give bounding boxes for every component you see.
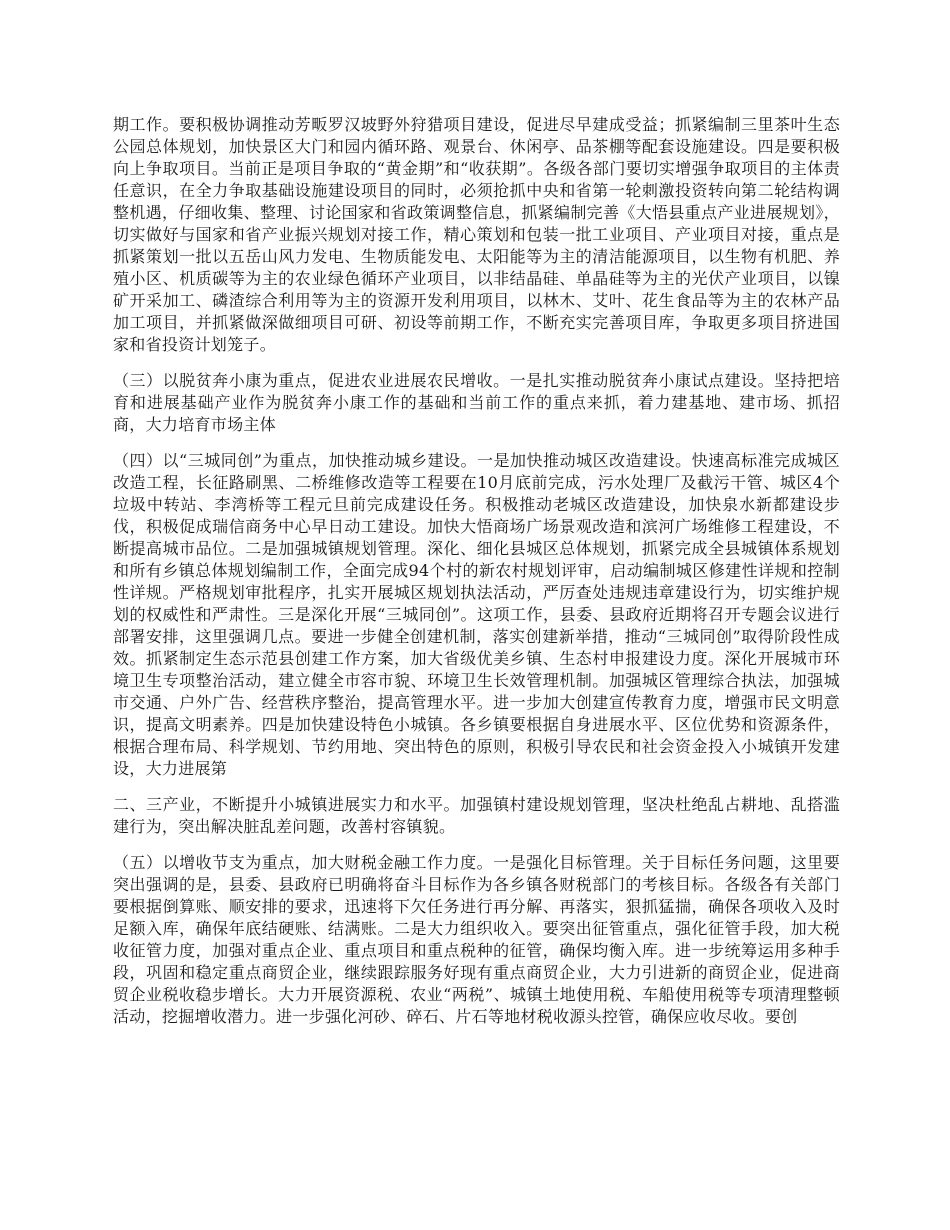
paragraph-urban-rural-construction: （四）以“三城同创”为重点，加快推动城乡建设。一是加快推动城区改造建设。快速高标准完成城区改造工程，长征路刷黑、二桥维修改造等工程要在10月底前完成，污水处理厂及截污干管、城区4个垃圾中转站、李湾桥等工程元旦前完成建设任务。积极推动老城区改造建设，加快泉水新都建设步伐，积极促成瑞信商务中心早日动工建设。加快大悟商场广场景观改造和滨河广场维修工程建设，不断提高城市品位。二是加强城镇规划管理。深化、细化县城区总体规划，抓紧完成全县城镇体系规划和所有乡镇总体规划编制工作，全面完成94个村的新农村规划评审，启动编制城区修建性详规和控制性详规。严格规划审批程序，扎实开展城区规划执法活动，严厉查处违规违章建设行为，切实维护规划的权威性和严肃性。三是深化开展“三城同创”。这项工作，县委、县政府近期将召开专题会议进行部署安排，这里强调几点。要进一步健全创建机制，落实创建新举措，推动“三城同创”取得阶段性成效。抓紧制定生态示范县创建工作方案，加大省级优美乡镇、生态村申报建设力度。深化开展城市环境卫生专项整治活动，建立健全市容市貌、环境卫生长效管理机制。加强城区管理综合执法，加强城市交通、户外广告、经营秩序整治，提高管理水平。进一步加大创建宣传教育力度，增强市民文明意识，提高文明素养。四是加快建设特色小城镇。各乡镇要根据自身进展水平、区位优势和资源条件，根据合理布局、科学规划、节约用地、突出特色的原则，积极引导农民和社会资金投入小城镇开发建设，大力进展第 [113, 451, 840, 778]
paragraph-project-work: 期工作。要积极协调推动芳畈罗汉坡野外狩猎项目建设，促进尽早建成受益；抓紧编制三里茶叶生态公园总体规划，加快景区大门和园内循环路、观景台、休闲亭、品茶棚等配套设施建设。四是要积极向上争取项目。当前正是项目争取的“黄金期”和“收获期”。各级各部门要切实增强争取项目的主体责任意识，在全力争取基础设施建设项目的同时，必须抢抓中央和省第一轮刺激投资转向第二轮结构调整机遇，仔细收集、整理、讨论国家和省政策调整信息，抓紧编制完善《大悟县重点产业进展规划》，切实做好与国家和省产业振兴规划对接工作，精心策划和包装一批工业项目、产业项目对接，重点是抓紧策划一批以五岳山风力发电、生物质能发电、太阳能等为主的清洁能源项目，以生物有机肥、养殖小区、机质碳等为主的农业绿色循环产业项目，以非结晶硅、单晶硅等为主的光伏产业项目，以镍矿开采加工、磷渣综合利用等为主的资源开发利用项目，以林木、艾叶、花生食品等为主的农林产品加工项目，并抓紧做深做细项目可研、初设等前期工作，不断充实完善项目库，争取更多项目挤进国家和省投资计划笼子。 [113, 115, 840, 354]
document-page [113, 114, 840, 1042]
paragraph-poverty-alleviation: （三）以脱贫奔小康为重点，促进农业进展农民增收。一是扎实推动脱贫奔小康试点建设。坚持把培育和进展基础产业作为脱贫奔小康工作的基础和当前工作的重点来抓，着力建基地、建市场、抓招商，大力培育市场主体 [113, 371, 840, 434]
paragraph-small-town-development: 二、三产业，不断提升小城镇进展实力和水平。加强镇村建设规划管理，坚决杜绝乱占耕地、乱搭滥建行为，突出解决脏乱差问题，改善村容镇貌。 [113, 795, 840, 836]
paragraph-fiscal-finance: （五）以增收节支为重点，加大财税金融工作力度。一是强化目标管理。关于目标任务问题，这里要突出强调的是，县委、县政府已明确将奋斗目标作为各乡镇各财税部门的考核目标。各级各有关部门要根据倒算账、顺安排的要求，迅速将下欠任务进行再分解、再落实，狠抓猛揣，确保各项收入及时足额入库，确保年底结硬账、结满账。二是大力组织收入。要突出征管重点，强化征管手段，加大税收征管力度，加强对重点企业、重点项目和重点税种的征管，确保均衡入库。进一步统筹运用多种手段，巩固和稳定重点商贸企业，继续跟踪服务好现有重点商贸企业，大力引进新的商贸企业，促进商贸企业税收稳步增长。大力开展资源税、农业“两税”、城镇土地使用税、车船使用税等专项清理整顿活动，挖掘增收潜力。进一步强化河砂、碎石、片石等地材税收源头控管，确保应收尽收。要创 [113, 853, 840, 1026]
